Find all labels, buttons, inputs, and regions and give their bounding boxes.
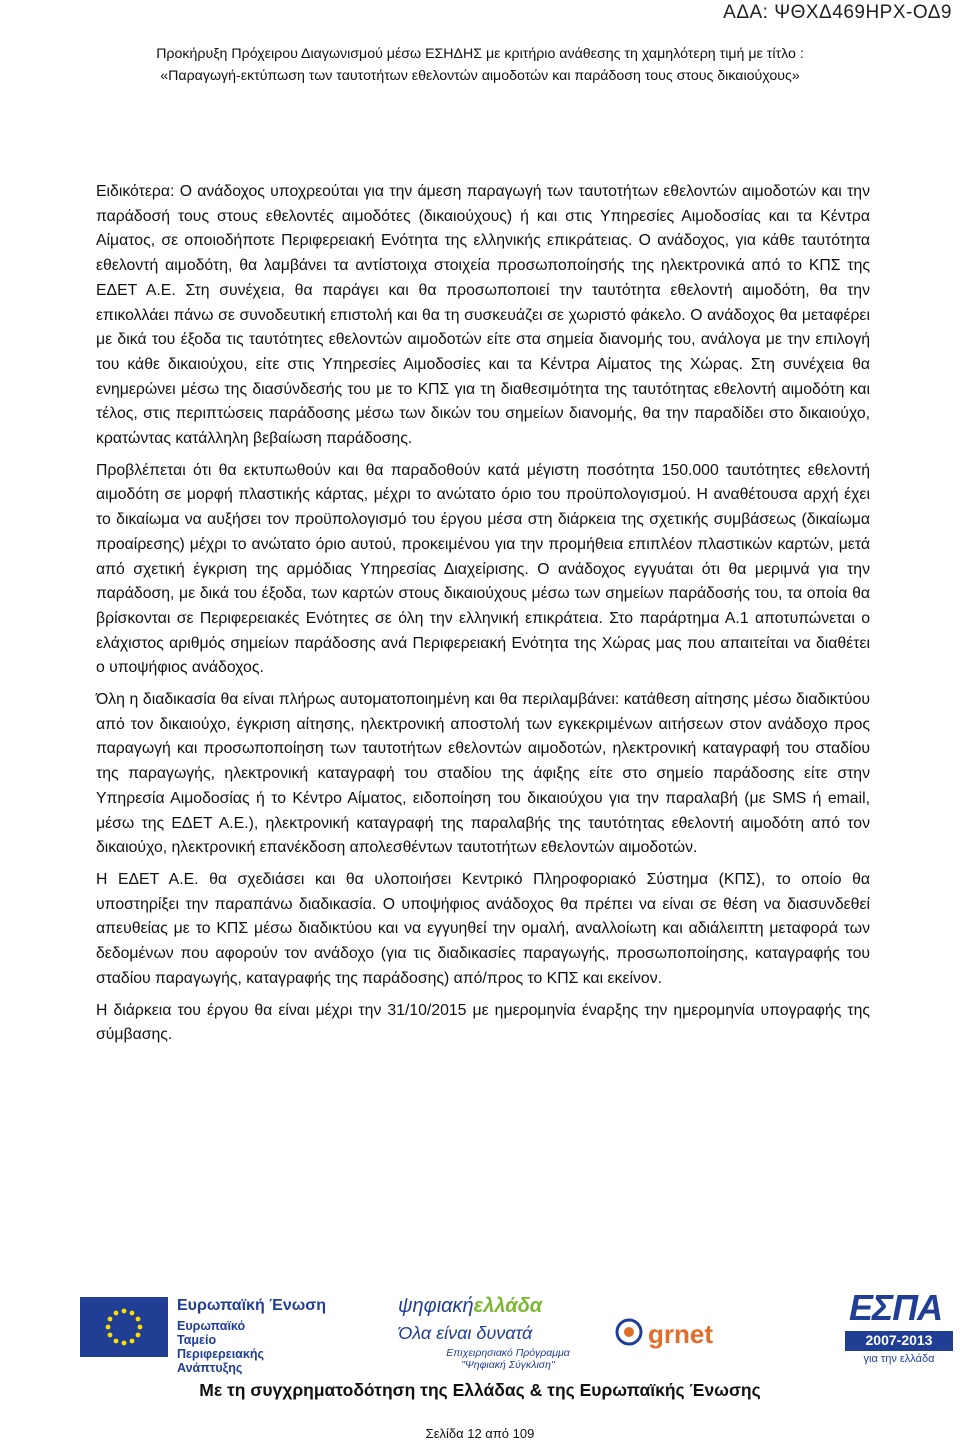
digital-program: Επιχειρησιακό Πρόγραμμα "Ψηφιακή Σύγκλιση" (446, 1347, 570, 1371)
cofunding-statement: Με τη συγχρηματοδότηση της Ελλάδας & της Ευρωπαϊκής Ένωσης (199, 1380, 761, 1400)
eu-subtitle: Ευρωπαϊκό Ταμείο Περιφερειακής Ανάπτυξης (177, 1319, 264, 1375)
digital-greece-logo (398, 1287, 598, 1373)
header-line-1: Προκήρυξη Πρόχειρου Διαγωνισμού μέσω ΕΣΗΔΗΣ με κριτήριο ανάθεσης τη χαμηλότερη τιμή με τίτλο : (156, 46, 804, 62)
eu-title: Ευρωπαϊκή Ένωση (177, 1297, 326, 1314)
espa-tagline: για την ελλάδα (863, 1353, 935, 1365)
body-paragraph: Προβλέπεται ότι θα εκτυπωθούν και θα παραδοθούν κατά μέγιστη ποσότητα 150.000 ταυτότητες εθελοντή αιμοδότη σε μορφή πλαστικής κάρτας, μέχρι το ανώτατο όριο του προϋπολογισμού. Η αναθέτουσα αρχή έχει το δικαίωμα να αυξήσει τον προϋπολογισμό του έργου μέσα στη διάρκεια της σχετικής συμβάσεως (δικαίωμα προαίρεσης) μέχρι το ανώτατο όριο αυτού, προκειμένου για την προμήθεια επιπλέον πλαστικών καρτών, μετά από σχετική έγκριση της αρμόδιας Υπηρεσίας Διαχείρισης. Ο ανάδοχος εγγυάται ότι θα μεριμνά για την παράδοση, με δικά του έξοδα, των καρτών στους δικαιούχους μέσω των σημείων παράδοσής του, τα οποία θα βρίσκονται σε Περιφερειακές Ενότητες σε όλη την ελληνική επικράτεια. Στο παράρτημα Α.1 αποτυπώνεται ο ελάχιστος αριθμός σημείων παράδοσης ανά Περιφερειακή Ενότητα της Χώρας μας που απαιτείται να διαθέτει ο υποψήφιος ανάδοχος. (96, 461, 870, 677)
espa-logo (845, 1287, 960, 1373)
document-header (40, 43, 920, 87)
footer-logos (80, 1287, 960, 1373)
digital-brand-prefix: ψηφιακή (398, 1295, 474, 1317)
body-paragraph: Ειδικότερα: Ο ανάδοχος υποχρεούται για την άμεση παραγωγή των ταυτοτήτων εθελοντών αιμοδοτών και την παράδοσή τους στους εθελοντές αιμοδότες (δικαιούχους) ή και στις Υπηρεσίες Αιμοδοσίας και τα Κέντρα Αίματος, σε οποιοδήποτε Περιφερειακή Ενότητα της ελληνικής επικράτειας. Ο ανάδοχος, για κάθε ταυτότητα εθελοντή αιμοδότη, θα λαμβάνει τα αντίστοιχα στοιχεία προσωποποίησής της ηλεκτρονικά από το ΚΠΣ της ΕΔΕΤ Α.Ε. Στη συνέχεια, θα παράγει και θα προσωποποιεί την ταυτότητα εθελοντή αιμοδότη, θα την επικολλάει πάνω σε συνοδευτική επιστολή και θα τη συσκευάζει σε χωριστό φάκελο. Ο ανάδοχος θα μεταφέρει με δικά του έξοδα τις ταυτότητες εθελοντών αιμοδοτών είτε στα σημεία διανομής του, ανάλογα με την επιλογή του κάθε δικαιούχου, είτε στις Υπηρεσίες Αιμοδοσίες και τα Κέντρα Αίματος της Χώρας. Στη συνέχεια θα ενημερώνει μέσω της διασύνδεσής του με το ΚΠΣ για τη διαθεσιμότητα της ταυτότητας εθελοντή αιμοδότη και τέλος, στις περιπτώσεις παράδοσης μέσω των δικών του σημείων διανομής, θα την παραδίδει στο δικαιούχο, κρατώντας κατάλληλη βεβαίωση παράδοσης. (96, 183, 870, 448)
grnet-mark-icon (614, 1317, 644, 1347)
eu-logo (80, 1287, 326, 1375)
digital-brand (398, 1295, 542, 1318)
espa-title: ΕΣΠΑ (849, 1287, 943, 1328)
document-body (96, 180, 870, 1055)
page-number: Σελίδα 12 από 109 (425, 1426, 535, 1441)
body-paragraph: Η ΕΔΕΤ Α.Ε. θα σχεδιάσει και θα υλοποιήσει Κεντρικό Πληροφοριακό Σύστημα (ΚΠΣ), το οποίο θα υποστηρίξει την παραπάνω διαδικασία. Ο υποψήφιος ανάδοχος θα πρέπει να είναι σε θέση να διασυνδεθεί απευθείας με το ΚΠΣ μέσω διαδικτύου και να εγγυηθεί την ομαλή, αναλλοίωτη και αδιάλειπτη μεταφορά των δεδομένων που αφορούν τον ανάδοχο (για τις διαδικασίες παραγωγής, προσωποποίησης, καταγραφής του σταδίου παραγωγής, καταγραφής της παράδοσης) από/προς το ΚΠΣ και εκείνον. (96, 870, 870, 987)
body-paragraph: Όλη η διαδικασία θα είναι πλήρως αυτοματοποιημένη και θα περιλαμβάνει: κατάθεση αίτησης μέσω διαδικτύου από τον δικαιούχο, έγκριση αίτησης, ηλεκτρονική αποστολή των εγκεκριμένων αιτήσεων στον ανάδοχο προς παραγωγή και προσωποποίηση των ταυτοτήτων εθελοντών αιμοδοτών, ηλεκτρονική καταγραφή του σταδίου της παραγωγής, ηλεκτρονική καταγραφή του σταδίου της άφιξης είτε στο σημείο παράδοσης είτε στην Υπηρεσία Αιμοδοσίας ή το Κέντρο Αίματος, ειδοποίηση του δικαιούχου για την παραλαβή (με SMS ή email, μέσω της ΕΔΕΤ Α.Ε.), ηλεκτρονική καταγραφή της παραλαβής της ταυτότητας εθελοντή αιμοδότη από τον δικαιούχο, ηλεκτρονική επανέκδοση απολεσθέντων ταυτοτήτων εθελοντών αιμοδοτών. (96, 691, 870, 857)
grnet-label: grnet (648, 1319, 713, 1349)
ada-code: ΑΔΑ: ΨΘΧΔ469ΗΡΧ-ΟΔ9 (723, 2, 952, 23)
eu-stars-icon (80, 1297, 168, 1357)
digital-brand-suffix: ελλάδα (473, 1295, 543, 1317)
grnet-logo (610, 1287, 740, 1373)
body-paragraph: Η διάρκεια του έργου θα είναι μέχρι την 31/10/2015 με ημερομηνία έναρξης την ημερομηνία υπογραφής της σύμβασης. (96, 1001, 870, 1044)
header-line-2: «Παραγωγή-εκτύπωση των ταυτοτήτων εθελοντών αιμοδοτών και παράδοση τους στους δικαιούχους» (160, 68, 800, 84)
espa-years: 2007-2013 (865, 1332, 933, 1348)
digital-slogan: Όλα είναι δυνατά (398, 1323, 533, 1343)
